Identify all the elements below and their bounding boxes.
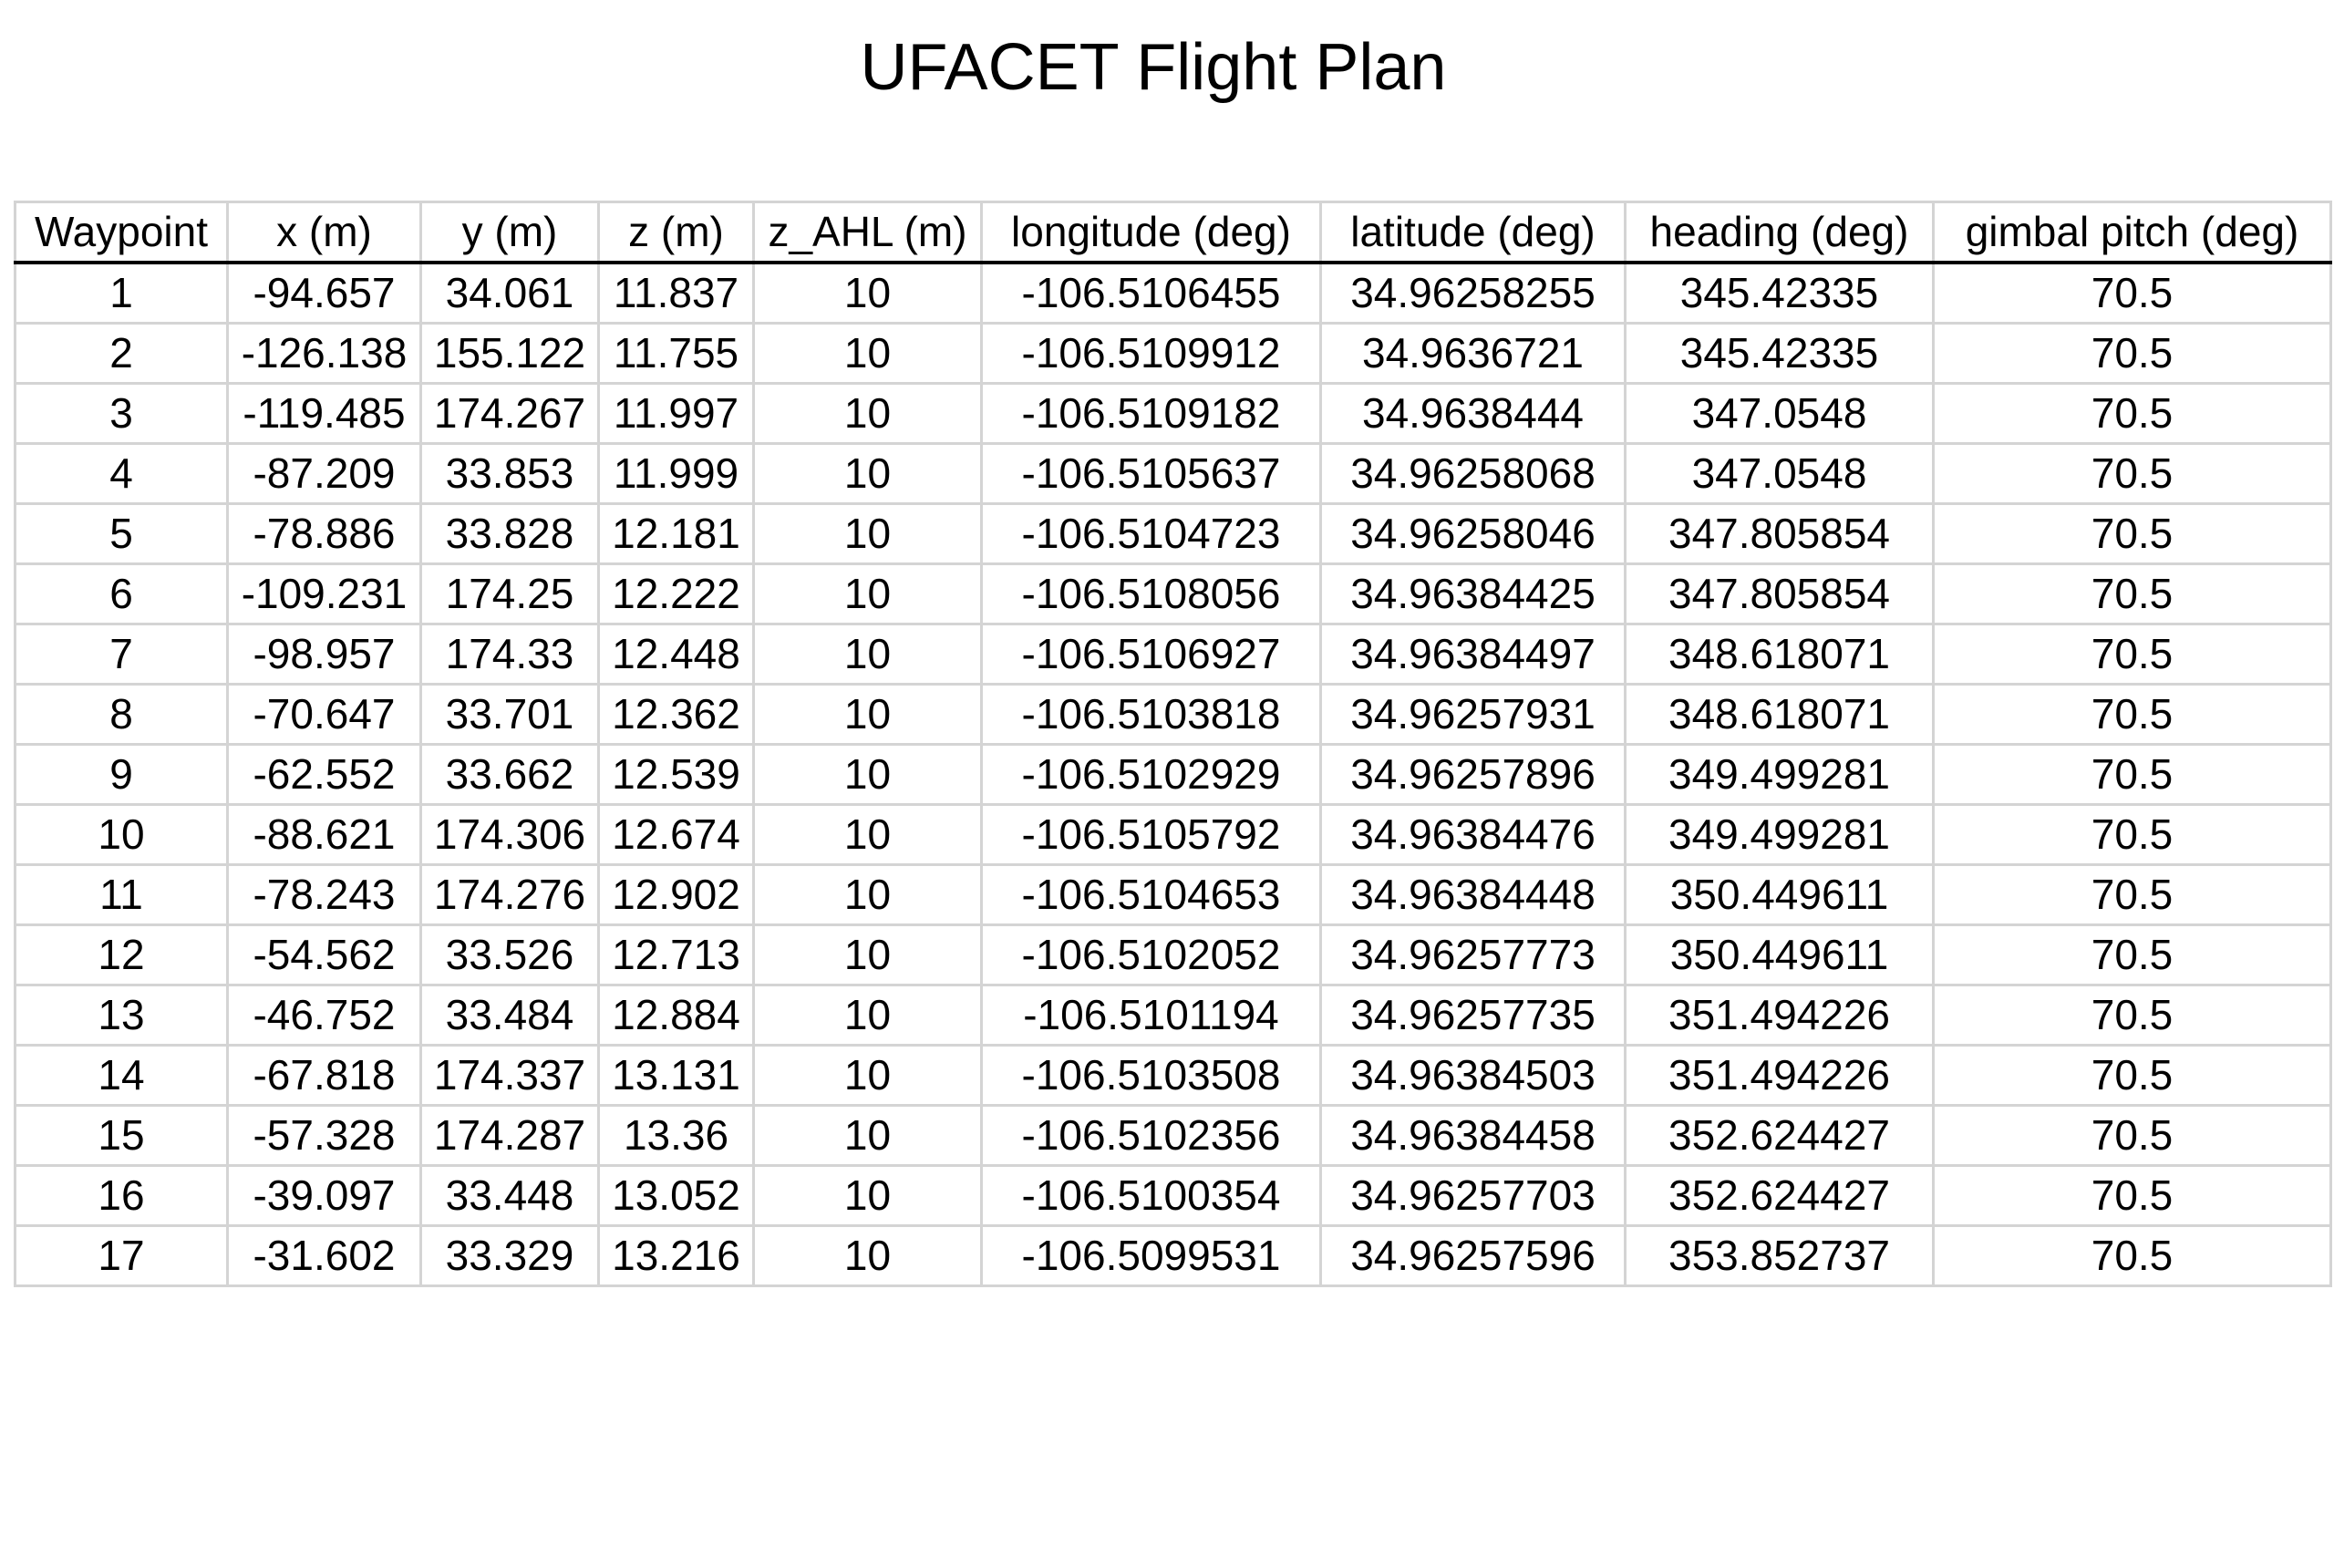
cell-y: 33.484 (421, 985, 599, 1046)
cell-gimbal-pitch: 70.5 (1934, 263, 2331, 324)
table-row (15, 324, 2331, 384)
cell-y: 33.526 (421, 925, 599, 985)
cell-z-ahl: 10 (754, 1106, 982, 1166)
cell-gimbal-pitch: 70.5 (1934, 444, 2331, 504)
cell-longitude: -106.5105792 (982, 805, 1321, 865)
table-row (15, 564, 2331, 624)
cell-waypoint: 16 (15, 1166, 228, 1226)
cell-waypoint: 4 (15, 444, 228, 504)
cell-z-ahl: 10 (754, 624, 982, 685)
cell-z: 12.713 (599, 925, 754, 985)
table-row (15, 685, 2331, 745)
cell-y: 33.828 (421, 504, 599, 564)
table-row (15, 925, 2331, 985)
cell-z: 12.448 (599, 624, 754, 685)
cell-x: -126.138 (228, 324, 421, 384)
cell-x: -39.097 (228, 1166, 421, 1226)
cell-z: 11.755 (599, 324, 754, 384)
cell-y: 155.122 (421, 324, 599, 384)
cell-z-ahl: 10 (754, 1046, 982, 1106)
cell-gimbal-pitch: 70.5 (1934, 1226, 2331, 1286)
cell-y: 174.276 (421, 865, 599, 925)
cell-longitude: -106.5103818 (982, 685, 1321, 745)
cell-z: 12.884 (599, 985, 754, 1046)
table-row (15, 865, 2331, 925)
cell-latitude: 34.96258046 (1321, 504, 1626, 564)
column-header-waypoint: Waypoint (15, 202, 228, 263)
cell-longitude: -106.5102052 (982, 925, 1321, 985)
cell-gimbal-pitch: 70.5 (1934, 564, 2331, 624)
cell-x: -57.328 (228, 1106, 421, 1166)
cell-x: -62.552 (228, 745, 421, 805)
table-row (15, 1226, 2331, 1286)
table-row (15, 985, 2331, 1046)
cell-latitude: 34.96258255 (1321, 263, 1626, 324)
column-header-z-ahl: z_AHL (m) (754, 202, 982, 263)
cell-longitude: -106.5102929 (982, 745, 1321, 805)
cell-y: 33.329 (421, 1226, 599, 1286)
cell-y: 33.448 (421, 1166, 599, 1226)
cell-heading: 350.449611 (1626, 865, 1934, 925)
cell-z: 12.222 (599, 564, 754, 624)
cell-z: 12.181 (599, 504, 754, 564)
cell-z: 13.36 (599, 1106, 754, 1166)
cell-longitude: -106.5103508 (982, 1046, 1321, 1106)
cell-latitude: 34.96257931 (1321, 685, 1626, 745)
cell-x: -78.886 (228, 504, 421, 564)
table-row (15, 1046, 2331, 1106)
cell-z-ahl: 10 (754, 745, 982, 805)
cell-heading: 345.42335 (1626, 263, 1934, 324)
cell-z-ahl: 10 (754, 985, 982, 1046)
column-header-latitude: latitude (deg) (1321, 202, 1626, 263)
cell-heading: 349.499281 (1626, 745, 1934, 805)
cell-gimbal-pitch: 70.5 (1934, 624, 2331, 685)
cell-y: 33.853 (421, 444, 599, 504)
cell-z: 13.052 (599, 1166, 754, 1226)
cell-x: -78.243 (228, 865, 421, 925)
cell-z-ahl: 10 (754, 504, 982, 564)
cell-z-ahl: 10 (754, 564, 982, 624)
cell-z-ahl: 10 (754, 1166, 982, 1226)
table-row (15, 504, 2331, 564)
cell-x: -109.231 (228, 564, 421, 624)
cell-waypoint: 1 (15, 263, 228, 324)
cell-y: 174.25 (421, 564, 599, 624)
cell-waypoint: 17 (15, 1226, 228, 1286)
cell-heading: 345.42335 (1626, 324, 1934, 384)
cell-longitude: -106.5108056 (982, 564, 1321, 624)
cell-longitude: -106.5106455 (982, 263, 1321, 324)
cell-x: -67.818 (228, 1046, 421, 1106)
cell-x: -46.752 (228, 985, 421, 1046)
cell-heading: 347.805854 (1626, 564, 1934, 624)
cell-longitude: -106.5101194 (982, 985, 1321, 1046)
cell-x: -31.602 (228, 1226, 421, 1286)
cell-waypoint: 9 (15, 745, 228, 805)
cell-heading: 353.852737 (1626, 1226, 1934, 1286)
cell-waypoint: 10 (15, 805, 228, 865)
cell-heading: 348.618071 (1626, 685, 1934, 745)
cell-heading: 347.0548 (1626, 384, 1934, 444)
cell-z-ahl: 10 (754, 384, 982, 444)
cell-heading: 351.494226 (1626, 1046, 1934, 1106)
cell-y: 33.701 (421, 685, 599, 745)
cell-latitude: 34.96258068 (1321, 444, 1626, 504)
column-header-longitude: longitude (deg) (982, 202, 1321, 263)
table-row (15, 805, 2331, 865)
cell-z: 13.131 (599, 1046, 754, 1106)
cell-waypoint: 11 (15, 865, 228, 925)
cell-z: 12.674 (599, 805, 754, 865)
cell-z-ahl: 10 (754, 444, 982, 504)
cell-x: -87.209 (228, 444, 421, 504)
cell-longitude: -106.5105637 (982, 444, 1321, 504)
cell-latitude: 34.96257773 (1321, 925, 1626, 985)
cell-longitude: -106.5104653 (982, 865, 1321, 925)
column-header-gimbal-pitch: gimbal pitch (deg) (1934, 202, 2331, 263)
cell-z: 11.997 (599, 384, 754, 444)
cell-z-ahl: 10 (754, 263, 982, 324)
cell-longitude: -106.5109912 (982, 324, 1321, 384)
page-title: UFACET Flight Plan (860, 31, 1447, 104)
cell-z-ahl: 10 (754, 865, 982, 925)
cell-waypoint: 3 (15, 384, 228, 444)
cell-z-ahl: 10 (754, 1226, 982, 1286)
cell-longitude: -106.5102356 (982, 1106, 1321, 1166)
cell-z-ahl: 10 (754, 685, 982, 745)
column-header-y: y (m) (421, 202, 599, 263)
cell-gimbal-pitch: 70.5 (1934, 805, 2331, 865)
cell-longitude: -106.5109182 (982, 384, 1321, 444)
flight-plan-table (14, 201, 2332, 1287)
column-header-x: x (m) (228, 202, 421, 263)
cell-y: 174.306 (421, 805, 599, 865)
cell-gimbal-pitch: 70.5 (1934, 925, 2331, 985)
cell-z: 12.902 (599, 865, 754, 925)
cell-heading: 347.0548 (1626, 444, 1934, 504)
cell-y: 33.662 (421, 745, 599, 805)
cell-y: 174.337 (421, 1046, 599, 1106)
cell-heading: 352.624427 (1626, 1166, 1934, 1226)
table-row (15, 263, 2331, 324)
cell-latitude: 34.96384497 (1321, 624, 1626, 685)
table-row (15, 1166, 2331, 1226)
cell-gimbal-pitch: 70.5 (1934, 1046, 2331, 1106)
header-row (15, 202, 2331, 263)
cell-longitude: -106.5099531 (982, 1226, 1321, 1286)
cell-longitude: -106.5100354 (982, 1166, 1321, 1226)
cell-waypoint: 12 (15, 925, 228, 985)
cell-latitude: 34.96257703 (1321, 1166, 1626, 1226)
cell-gimbal-pitch: 70.5 (1934, 504, 2331, 564)
cell-heading: 351.494226 (1626, 985, 1934, 1046)
cell-waypoint: 5 (15, 504, 228, 564)
cell-waypoint: 14 (15, 1046, 228, 1106)
cell-gimbal-pitch: 70.5 (1934, 865, 2331, 925)
cell-waypoint: 2 (15, 324, 228, 384)
cell-x: -98.957 (228, 624, 421, 685)
table-body (15, 263, 2331, 1286)
cell-x: -54.562 (228, 925, 421, 985)
cell-latitude: 34.96257735 (1321, 985, 1626, 1046)
cell-heading: 352.624427 (1626, 1106, 1934, 1166)
cell-gimbal-pitch: 70.5 (1934, 745, 2331, 805)
cell-gimbal-pitch: 70.5 (1934, 685, 2331, 745)
cell-heading: 348.618071 (1626, 624, 1934, 685)
cell-z-ahl: 10 (754, 925, 982, 985)
cell-latitude: 34.96384448 (1321, 865, 1626, 925)
cell-waypoint: 13 (15, 985, 228, 1046)
cell-x: -70.647 (228, 685, 421, 745)
cell-latitude: 34.96384425 (1321, 564, 1626, 624)
cell-y: 174.33 (421, 624, 599, 685)
cell-latitude: 34.9638444 (1321, 384, 1626, 444)
table-row (15, 745, 2331, 805)
table-row (15, 444, 2331, 504)
table-row (15, 624, 2331, 685)
cell-z-ahl: 10 (754, 805, 982, 865)
cell-longitude: -106.5104723 (982, 504, 1321, 564)
cell-longitude: -106.5106927 (982, 624, 1321, 685)
cell-z: 11.837 (599, 263, 754, 324)
cell-z: 12.539 (599, 745, 754, 805)
cell-gimbal-pitch: 70.5 (1934, 1106, 2331, 1166)
cell-z: 12.362 (599, 685, 754, 745)
cell-heading: 349.499281 (1626, 805, 1934, 865)
cell-x: -94.657 (228, 263, 421, 324)
cell-latitude: 34.96384458 (1321, 1106, 1626, 1166)
cell-gimbal-pitch: 70.5 (1934, 324, 2331, 384)
cell-x: -119.485 (228, 384, 421, 444)
cell-z: 11.999 (599, 444, 754, 504)
cell-y: 174.287 (421, 1106, 599, 1166)
cell-latitude: 34.96384476 (1321, 805, 1626, 865)
column-header-z: z (m) (599, 202, 754, 263)
cell-waypoint: 8 (15, 685, 228, 745)
cell-gimbal-pitch: 70.5 (1934, 384, 2331, 444)
column-header-heading: heading (deg) (1626, 202, 1934, 263)
table-row (15, 384, 2331, 444)
cell-waypoint: 6 (15, 564, 228, 624)
cell-z: 13.216 (599, 1226, 754, 1286)
cell-latitude: 34.96257596 (1321, 1226, 1626, 1286)
cell-waypoint: 15 (15, 1106, 228, 1166)
cell-latitude: 34.9636721 (1321, 324, 1626, 384)
cell-y: 174.267 (421, 384, 599, 444)
cell-x: -88.621 (228, 805, 421, 865)
cell-waypoint: 7 (15, 624, 228, 685)
cell-z-ahl: 10 (754, 324, 982, 384)
cell-heading: 350.449611 (1626, 925, 1934, 985)
table-row (15, 1106, 2331, 1166)
cell-gimbal-pitch: 70.5 (1934, 985, 2331, 1046)
cell-gimbal-pitch: 70.5 (1934, 1166, 2331, 1226)
cell-latitude: 34.96257896 (1321, 745, 1626, 805)
cell-latitude: 34.96384503 (1321, 1046, 1626, 1106)
cell-y: 34.061 (421, 263, 599, 324)
cell-heading: 347.805854 (1626, 504, 1934, 564)
